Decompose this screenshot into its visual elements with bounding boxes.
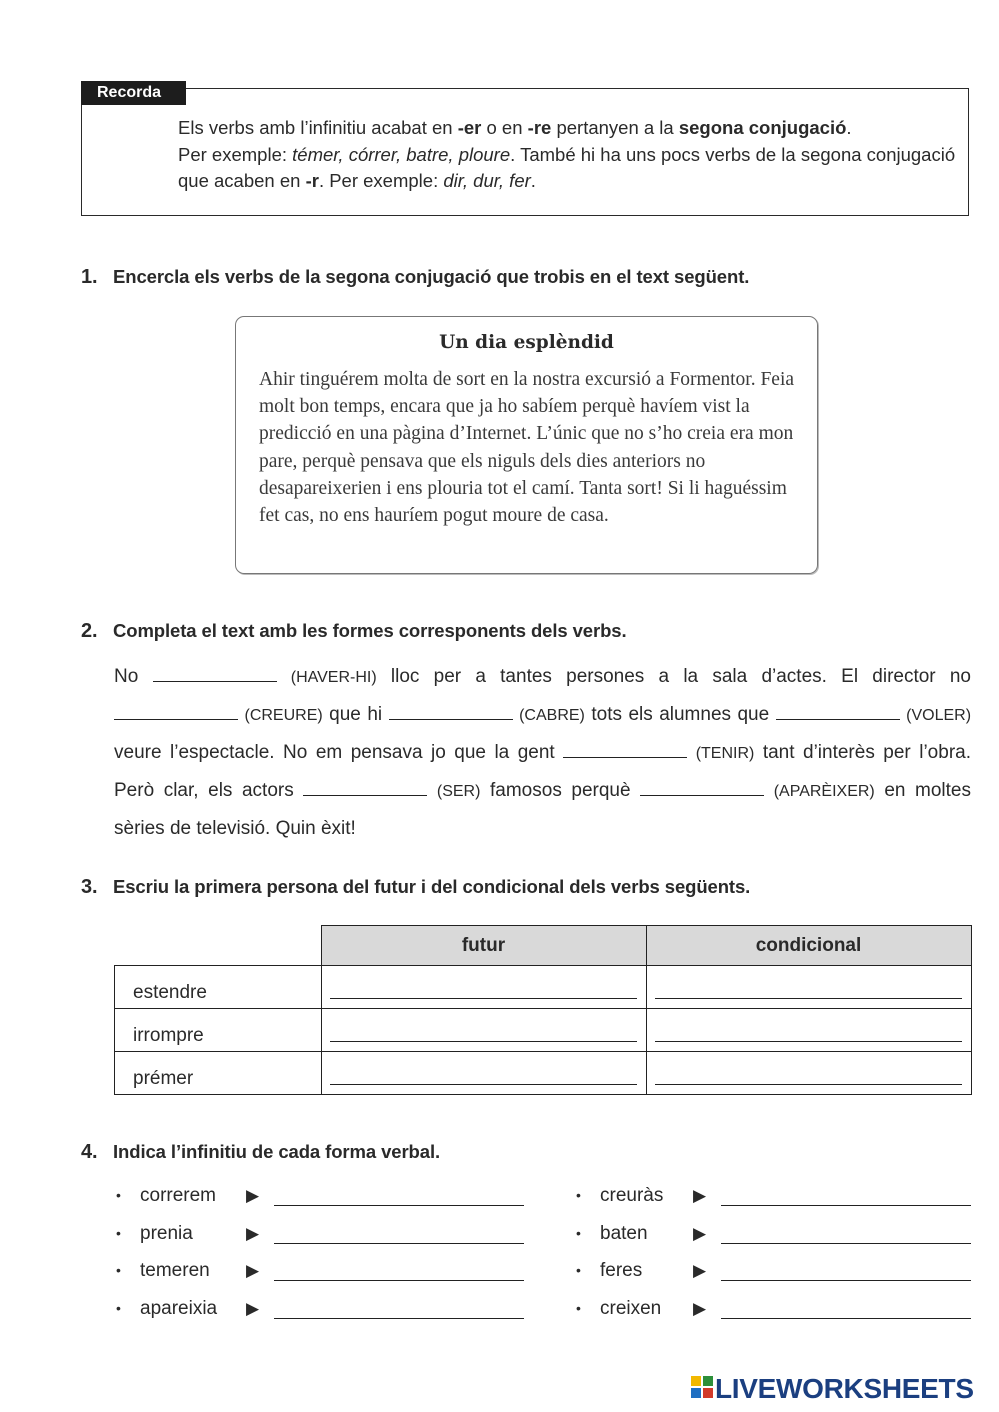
- answer-blank[interactable]: [153, 663, 277, 682]
- arrow-icon: ▶: [246, 1261, 260, 1281]
- answer-line[interactable]: [274, 1205, 524, 1206]
- verb-cell: estendre: [115, 966, 322, 1009]
- bullet: •: [576, 1262, 581, 1279]
- bullet: •: [576, 1300, 581, 1317]
- arrow-icon: ▶: [693, 1186, 707, 1205]
- recorda-text: Els verbs amb l’infinitiu acabat en -er o en -re pertanyen a la segona conjugació. Per exemple: témer, córrer, batre, ploure. També hi ha uns pocs verbs de la segona conjugació que acaben en -r. Per exemple: dir, dur, fer.: [178, 117, 956, 191]
- column-header-futur: futur: [321, 926, 646, 966]
- exercise-2-heading: [81, 620, 627, 643]
- exercise-2-text: No (HAVER-HI) lloc per a tantes persones a la sala d’actes. El director no (CREURE) que hi (CABRE) tots els alumnes que (VOLER) veure l’espectacle. No em pensava jo que la gent (TENIR) tant d’interès per l’obra. Però clar, els actors (SER) famosos perquè (APARÈIXER) en moltes sèries de televisió. Quin èxit!: [114, 658, 971, 847]
- futur-answer[interactable]: [321, 1009, 646, 1052]
- exercise-4-heading: [81, 1141, 440, 1164]
- conjugation-table: [114, 925, 972, 1095]
- bullet: •: [576, 1187, 581, 1203]
- arrow-icon: ▶: [246, 1186, 260, 1205]
- condicional-answer[interactable]: [646, 1052, 971, 1095]
- recorda-tab: Recorda: [81, 81, 186, 105]
- column-header-condicional: condicional: [646, 926, 971, 966]
- answer-blank[interactable]: [303, 777, 427, 796]
- answer-blank[interactable]: [563, 739, 687, 758]
- table-row: [115, 1052, 972, 1095]
- answer-line[interactable]: [274, 1243, 524, 1244]
- verb-form: temeren: [140, 1260, 210, 1282]
- list-item: [116, 1223, 526, 1261]
- exercise-1-heading: [81, 266, 749, 289]
- answer-line[interactable]: [721, 1318, 971, 1319]
- answer-blank[interactable]: [776, 701, 900, 720]
- bullet: •: [116, 1224, 121, 1241]
- futur-answer[interactable]: [321, 966, 646, 1009]
- answer-blank[interactable]: [114, 701, 238, 720]
- exercise-1-instruction: Encercla els verbs de la segona conjugació que trobis en el text següent.: [113, 266, 750, 287]
- answer-line[interactable]: [721, 1280, 971, 1281]
- exercise-4-instruction: Indica l’infinitiu de cada forma verbal.: [113, 1141, 441, 1162]
- list-item: [116, 1185, 526, 1223]
- list-item: [116, 1298, 526, 1336]
- exercise-number: 3.: [81, 876, 98, 898]
- exercise-3-heading: [81, 876, 750, 899]
- exercise-3-instruction: Escriu la primera persona del futur i del condicional dels verbs següents.: [113, 876, 751, 897]
- verb-form: apareixia: [140, 1298, 218, 1320]
- answer-line[interactable]: [721, 1243, 971, 1244]
- story-title: Un dia esplèndid: [439, 332, 614, 353]
- bullet: •: [576, 1224, 581, 1241]
- list-item: [576, 1185, 974, 1223]
- exercise-number: 2.: [81, 620, 98, 642]
- list-item: [116, 1260, 526, 1298]
- table-row: [115, 1009, 972, 1052]
- futur-answer[interactable]: [321, 1052, 646, 1095]
- verb-form: feres: [600, 1260, 643, 1282]
- verb-list-left: [116, 1185, 526, 1336]
- logo-text: LIVEWORKSHEETS: [715, 1373, 974, 1404]
- exercise-2-instruction: Completa el text amb les formes corresponents dels verbs.: [113, 620, 627, 641]
- answer-line[interactable]: [274, 1318, 524, 1319]
- bullet: •: [116, 1262, 121, 1279]
- arrow-icon: ▶: [693, 1299, 707, 1319]
- list-item: [576, 1260, 974, 1298]
- verb-form: correrem: [140, 1185, 217, 1206]
- arrow-icon: ▶: [693, 1261, 707, 1281]
- liveworksheets-mark-icon: [691, 1376, 713, 1398]
- arrow-icon: ▶: [246, 1299, 260, 1319]
- verb-form: creuràs: [600, 1185, 664, 1206]
- verb-form: baten: [600, 1222, 648, 1244]
- table-row: [115, 966, 972, 1009]
- list-item: [576, 1223, 974, 1261]
- table-corner: [115, 926, 322, 966]
- answer-blank[interactable]: [640, 777, 764, 796]
- verb-cell: prémer: [115, 1052, 322, 1095]
- story-text[interactable]: Ahir tinguérem molta de sort en la nostra excursió a Formentor. Feia molt bon temps, encara que ja ho sabíem perquè havíem vist la predicció en una pàgina d’Internet. L’únic que no s’ho creia era mon pare, perquè pensava que els niguls dels dies anteriors no desapareixerien i ens plouria tot el camí. Tanta sort! Si li haguéssim fet cas, no ens hauríem pogut moure de casa.: [259, 369, 795, 527]
- exercise-number: 4.: [81, 1141, 98, 1163]
- condicional-answer[interactable]: [646, 966, 971, 1009]
- answer-line[interactable]: [721, 1205, 971, 1206]
- verb-form: prenia: [140, 1222, 193, 1244]
- verb-cell: irrompre: [115, 1009, 322, 1052]
- answer-line[interactable]: [274, 1280, 524, 1281]
- list-item: [576, 1298, 974, 1336]
- bullet: •: [116, 1300, 121, 1317]
- exercise-number: 1.: [81, 266, 98, 288]
- bullet: •: [116, 1187, 121, 1203]
- condicional-answer[interactable]: [646, 1009, 971, 1052]
- arrow-icon: ▶: [693, 1223, 707, 1243]
- verb-form: creixen: [600, 1298, 662, 1320]
- answer-blank[interactable]: [389, 701, 513, 720]
- arrow-icon: ▶: [246, 1223, 260, 1243]
- verb-list-right: [576, 1185, 974, 1336]
